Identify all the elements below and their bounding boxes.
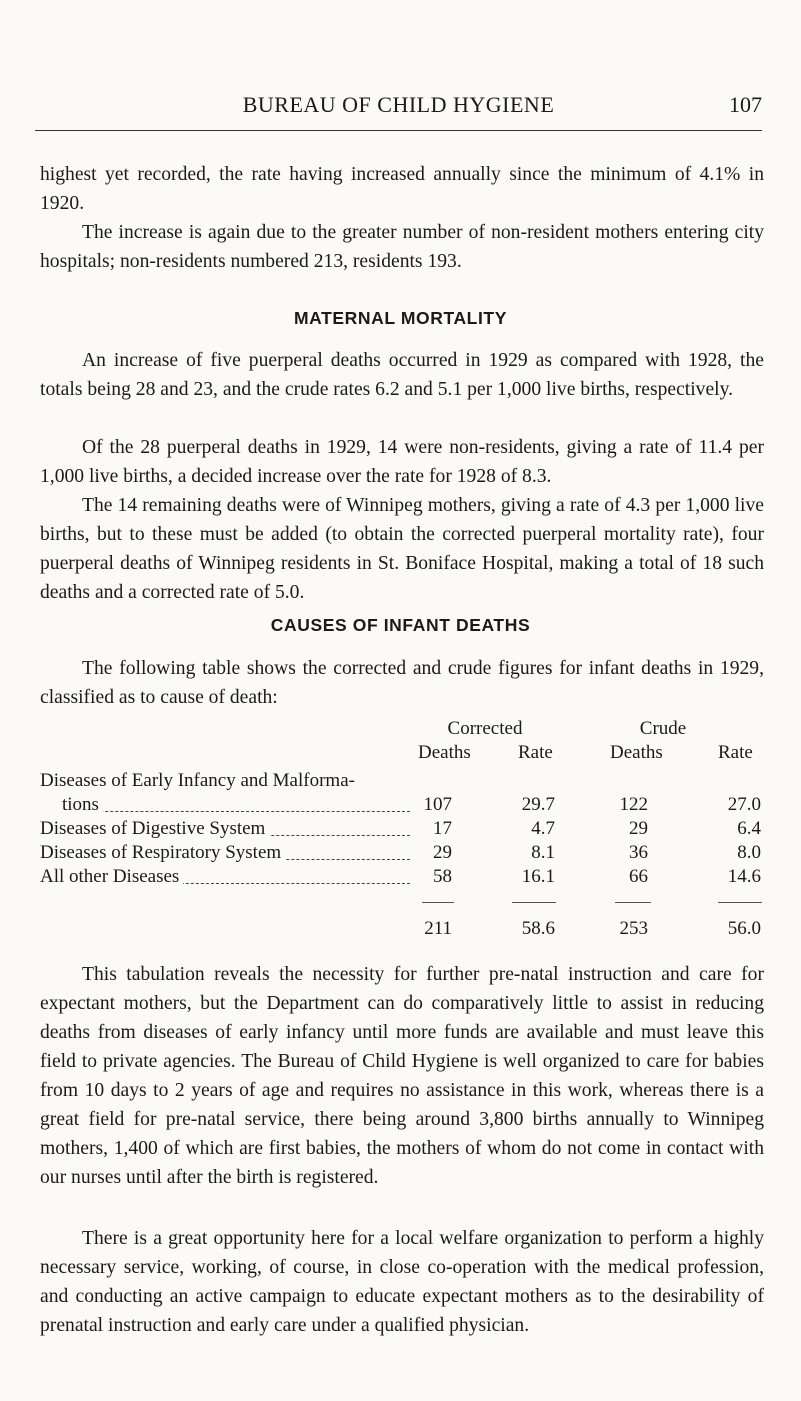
column-header-corrected-rate: Rate [518,742,553,763]
crude-rate: 6.4 [737,818,761,839]
crude-deaths: 36 [629,842,648,863]
table-row [0,794,761,818]
column-header-crude-deaths: Deaths [610,742,663,763]
row-label-line1: Diseases of Early Infancy and Malforma- [40,770,355,791]
column-header-corrected-deaths: Deaths [418,742,471,763]
paragraph-5: The 14 remaining deaths were of Winnipeg mothers, giving a rate of 4.3 per 1,000 live births, but to these must be added (to obtain the corrected puerperal mortality rate), four puerperal deaths of Winnipeg residents in St. Boniface Hospital, making a total of 18 such deaths and a corrected rate of 5.0. [40,495,764,603]
row-label: tions [62,794,103,815]
heading-causes-infant-deaths: CAUSES OF INFANT DEATHS [270,615,531,635]
corrected-rate: 4.7 [531,818,555,839]
corrected-rate: 16.1 [521,866,555,887]
running-head: BUREAU OF CHILD HYGIENE [242,92,555,117]
crude-rate: 8.0 [737,842,761,863]
corrected-rate: 8.1 [531,842,555,863]
paragraph-1: highest yet recorded, the rate having increased annually since the minimum of 4.1% in 1920. [40,164,764,214]
table-totals-row [0,918,761,942]
table-row [0,818,761,842]
total-corrected-rate: 58.6 [521,918,555,939]
corrected-rate: 29.7 [521,794,555,815]
heading-maternal-mortality: MATERNAL MORTALITY [294,308,507,328]
total-crude-deaths: 253 [619,918,648,939]
crude-rate: 27.0 [727,794,761,815]
paragraph-4: Of the 28 puerperal deaths in 1929, 14 were non-residents, giving a rate of 11.4 per 1,000 live births, a decided increase over the rate for 1928 of 8.3. [40,437,764,487]
row-label: All other Diseases [40,866,183,887]
total-rule [422,902,454,903]
paragraph-8: There is a great opportunity here for a local welfare organization to perform a highly necessary service, working, of course, in close co-operation with the medical profession, and conducting an active campaign to educate expectant mothers as to the desirability of prenatal instruction and early care under a qualified physician. [40,1228,764,1336]
corrected-deaths: 29 [433,842,452,863]
table-row [0,842,761,866]
row-label: Diseases of Digestive System [40,818,269,839]
paragraph-2: The increase is again due to the greater number of non-resident mothers entering city hospitals; non-residents numbered 213, residents 193. [40,222,764,272]
crude-rate: 14.6 [727,866,761,887]
corrected-deaths: 107 [423,794,452,815]
total-corrected-deaths: 211 [424,918,452,939]
paragraph-3: An increase of five puerperal deaths occurred in 1929 as compared with 1928, the totals being 28 and 23, and the crude rates 6.2 and 5.1 per 1,000 live births, respectively. [40,350,764,400]
crude-deaths: 66 [629,866,648,887]
page-number: 107 [729,92,762,117]
total-rule [718,902,762,903]
column-group-corrected: Corrected [447,718,523,739]
crude-deaths: 122 [619,794,648,815]
paragraph-6: The following table shows the corrected and crude figures for infant deaths in 1929, classified as to cause of death: [40,658,764,708]
crude-deaths: 29 [629,818,648,839]
table-row [0,866,761,890]
paragraph-7: This tabulation reveals the necessity for further pre-natal instruction and care for expectant mothers, but the Department can do comparatively little to assist in reducing deaths from diseases of early infancy until more funds are available and must leave this field to private agencies. The Bureau of Child Hygiene is well organized to care for babies from 10 days to 2 years of age and requires no assistance in this work, whereas there is a great field for pre-natal service, there being around 3,800 births annually to Winnipeg mothers, 1,400 of which are first babies, the mothers of whom do not come in contact with our nurses until after the birth is registered. [40,964,764,1188]
column-group-crude: Crude [639,718,687,739]
leader-dots [65,811,410,812]
total-rule [512,902,556,903]
row-label: Diseases of Respiratory System [40,842,285,863]
corrected-deaths: 58 [433,866,452,887]
corrected-deaths: 17 [433,818,452,839]
total-rule [615,902,651,903]
column-header-crude-rate: Rate [718,742,753,763]
total-crude-rate: 56.0 [727,918,761,939]
